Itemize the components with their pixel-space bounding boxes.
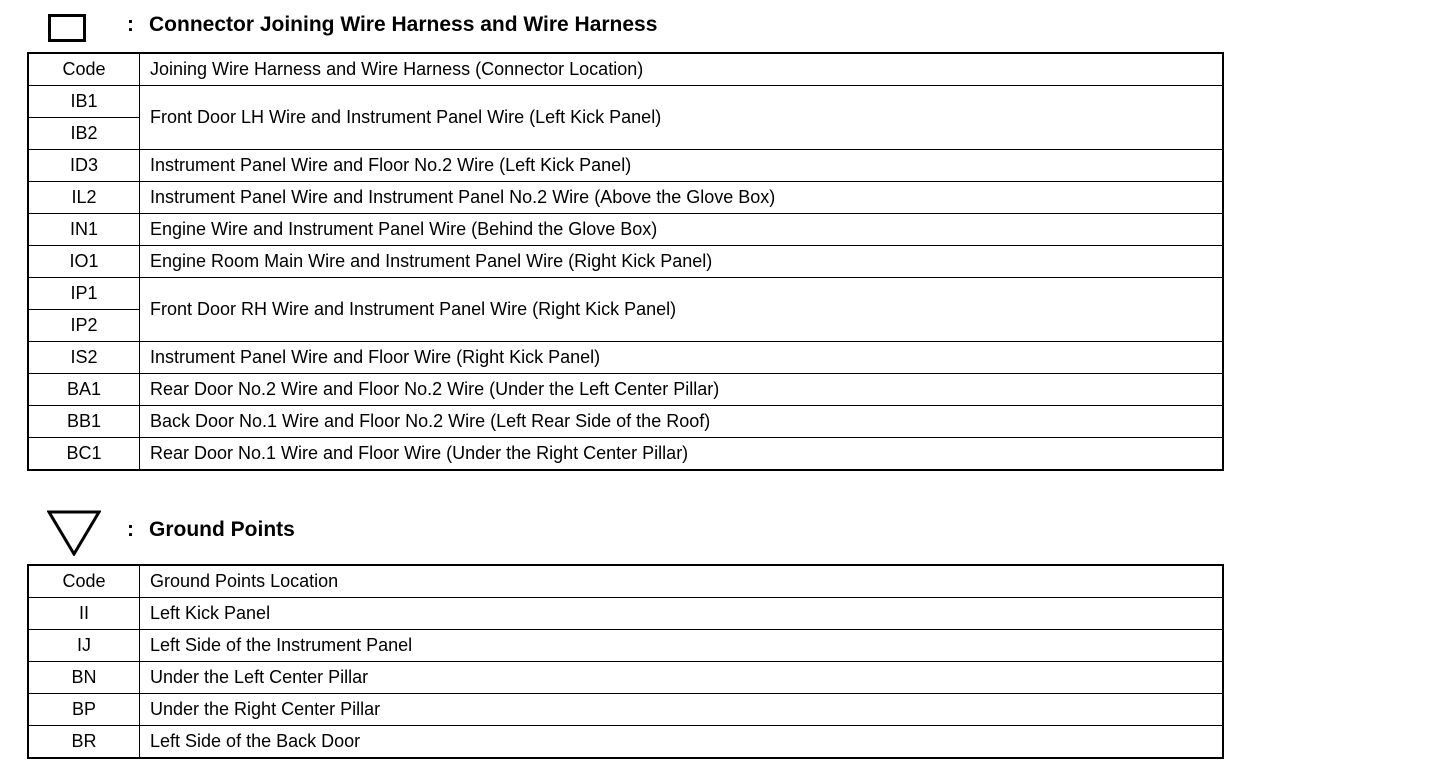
connector-section-title: Connector Joining Wire Harness and Wire Harness [149, 13, 658, 36]
column-header-location: Ground Points Location [140, 565, 1224, 598]
connector-description: Instrument Panel Wire and Floor No.2 Wire (Left Kick Panel) [140, 150, 1224, 182]
ground-location: Left Side of the Instrument Panel [140, 630, 1224, 662]
connector-description: Front Door RH Wire and Instrument Panel Wire (Right Kick Panel) [140, 278, 1224, 342]
connector-description: Back Door No.1 Wire and Floor No.2 Wire (Left Rear Side of the Roof) [140, 406, 1224, 438]
table-row [28, 246, 1223, 278]
connector-description: Rear Door No.1 Wire and Floor Wire (Under the Right Center Pillar) [140, 438, 1224, 471]
ground-code: II [28, 598, 140, 630]
ground-location: Left Kick Panel [140, 598, 1224, 630]
square-outline-icon [48, 14, 86, 42]
ground-location: Under the Left Center Pillar [140, 662, 1224, 694]
connector-code: IO1 [28, 246, 140, 278]
connector-section-colon: : [127, 13, 134, 36]
connector-code: BA1 [28, 374, 140, 406]
table-row [28, 374, 1223, 406]
connector-table [27, 52, 1224, 471]
table-row [28, 150, 1223, 182]
table-row [28, 278, 1223, 310]
connector-description: Instrument Panel Wire and Instrument Panel No.2 Wire (Above the Glove Box) [140, 182, 1224, 214]
column-header-code: Code [28, 565, 140, 598]
connector-code: IN1 [28, 214, 140, 246]
connector-description: Front Door LH Wire and Instrument Panel Wire (Left Kick Panel) [140, 86, 1224, 150]
connector-code: BC1 [28, 438, 140, 471]
ground-section-title: Ground Points [149, 518, 295, 541]
ground-section-colon: : [127, 518, 134, 541]
connector-code: IP1 [28, 278, 140, 310]
ground-code: BN [28, 662, 140, 694]
column-header-description: Joining Wire Harness and Wire Harness (Connector Location) [140, 53, 1224, 86]
table-row [28, 182, 1223, 214]
table-row [28, 726, 1223, 759]
table-row [28, 662, 1223, 694]
ground-code: BP [28, 694, 140, 726]
connector-description: Engine Wire and Instrument Panel Wire (Behind the Glove Box) [140, 214, 1224, 246]
connector-description: Engine Room Main Wire and Instrument Panel Wire (Right Kick Panel) [140, 246, 1224, 278]
connector-code: IB2 [28, 118, 140, 150]
table-row [28, 694, 1223, 726]
connector-code: IP2 [28, 310, 140, 342]
column-header-code: Code [28, 53, 140, 86]
table-row [28, 406, 1223, 438]
table-row [28, 438, 1223, 471]
connector-code: IB1 [28, 86, 140, 118]
ground-code: BR [28, 726, 140, 759]
table-header-row [28, 565, 1223, 598]
inverted-triangle-icon [47, 510, 101, 556]
table-row [28, 630, 1223, 662]
ground-location: Under the Right Center Pillar [140, 694, 1224, 726]
connector-description: Rear Door No.2 Wire and Floor No.2 Wire (Under the Left Center Pillar) [140, 374, 1224, 406]
connector-code: IL2 [28, 182, 140, 214]
connector-code: BB1 [28, 406, 140, 438]
table-row [28, 214, 1223, 246]
table-header-row [28, 53, 1223, 86]
ground-location: Left Side of the Back Door [140, 726, 1224, 759]
ground-points-table [27, 564, 1224, 759]
connector-code: ID3 [28, 150, 140, 182]
table-row [28, 598, 1223, 630]
ground-code: IJ [28, 630, 140, 662]
connector-code: IS2 [28, 342, 140, 374]
connector-description: Instrument Panel Wire and Floor Wire (Right Kick Panel) [140, 342, 1224, 374]
table-row [28, 86, 1223, 118]
table-row [28, 342, 1223, 374]
